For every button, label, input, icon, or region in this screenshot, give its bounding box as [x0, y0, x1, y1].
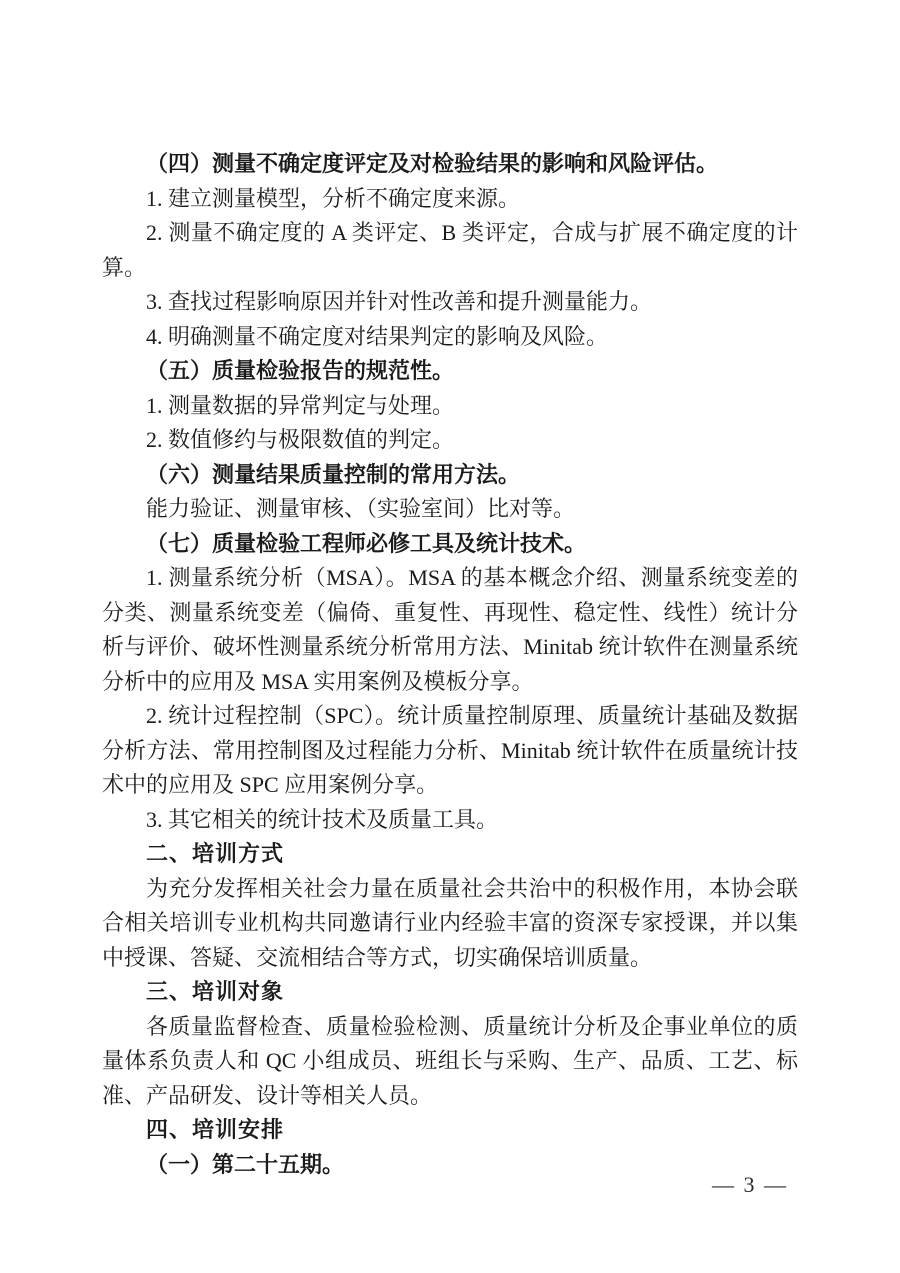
clause-heading: （四）测量不确定度评定及对检验结果的影响和风险评估。 — [146, 151, 719, 177]
clause-heading: （七）质量检验工程师必修工具及统计技术。 — [146, 530, 587, 557]
body-paragraph: 2. 统计过程控制（SPC）。统计质量控制原理、质量统计基础及数据分析方法、常用控制图及过程能力分析、Minitab 统计软件在质量统计技术中的应用及 SPC 应用案例分享。 — [102, 703, 798, 797]
section-heading: 四、培训安排 — [146, 1117, 285, 1142]
page-number: — 3 — — [712, 1172, 788, 1197]
body-paragraph: 1. 测量数据的异常判定与处理。 — [146, 392, 455, 418]
body-paragraph: 能力验证、测量审核、（实验室间）比对等。 — [146, 496, 576, 521]
document-body — [102, 147, 798, 1182]
section-heading: 二、培训方式 — [146, 841, 285, 866]
body-paragraph: 3. 其它相关的统计技术及质量工具。 — [146, 806, 499, 832]
clause-heading: （五）质量检验报告的规范性。 — [146, 358, 455, 384]
body-paragraph: 2. 测量不确定度的 A 类评定、B 类评定，合成与扩展不确定度的计算。 — [102, 220, 798, 280]
body-paragraph: 3. 查找过程影响原因并针对性改善和提升测量能力。 — [146, 289, 653, 314]
body-paragraph: 1. 测量系统分析（MSA）。MSA 的基本概念介绍、测量系统变差的分类、测量系统变差（偏倚、重复性、再现性、稳定性、线性）统计分析与评价、破坏性测量系统分析常用方法、Minitab 统计软件在测量系统分析中的应用及 MSA 实用案例及模板分享。 — [102, 565, 798, 694]
body-paragraph: 为充分发挥相关社会力量在质量社会共治中的积极作用，本协会联合相关培训专业机构共同邀请行业内经验丰富的资深专家授课，并以集中授课、答疑、交流相结合等方式，切实确保培训质量。 — [102, 875, 798, 970]
body-paragraph: 2. 数值修约与极限数值的判定。 — [146, 427, 455, 452]
body-paragraph: 1. 建立测量模型，分析不确定度来源。 — [146, 185, 521, 211]
body-paragraph: 4. 明确测量不确定度对结果判定的影响及风险。 — [146, 323, 609, 349]
clause-heading: （六）测量结果质量控制的常用方法。 — [146, 461, 521, 488]
clause-heading: （一）第二十五期。 — [146, 1151, 345, 1178]
body-paragraph: 各质量监督检查、质量检验检测、质量统计分析及企事业单位的质量体系负责人和 QC 小组成员、班组长与采购、生产、品质、工艺、标准、产品研发、设计等相关人员。 — [102, 1013, 798, 1108]
section-heading: 三、培训对象 — [146, 979, 285, 1004]
